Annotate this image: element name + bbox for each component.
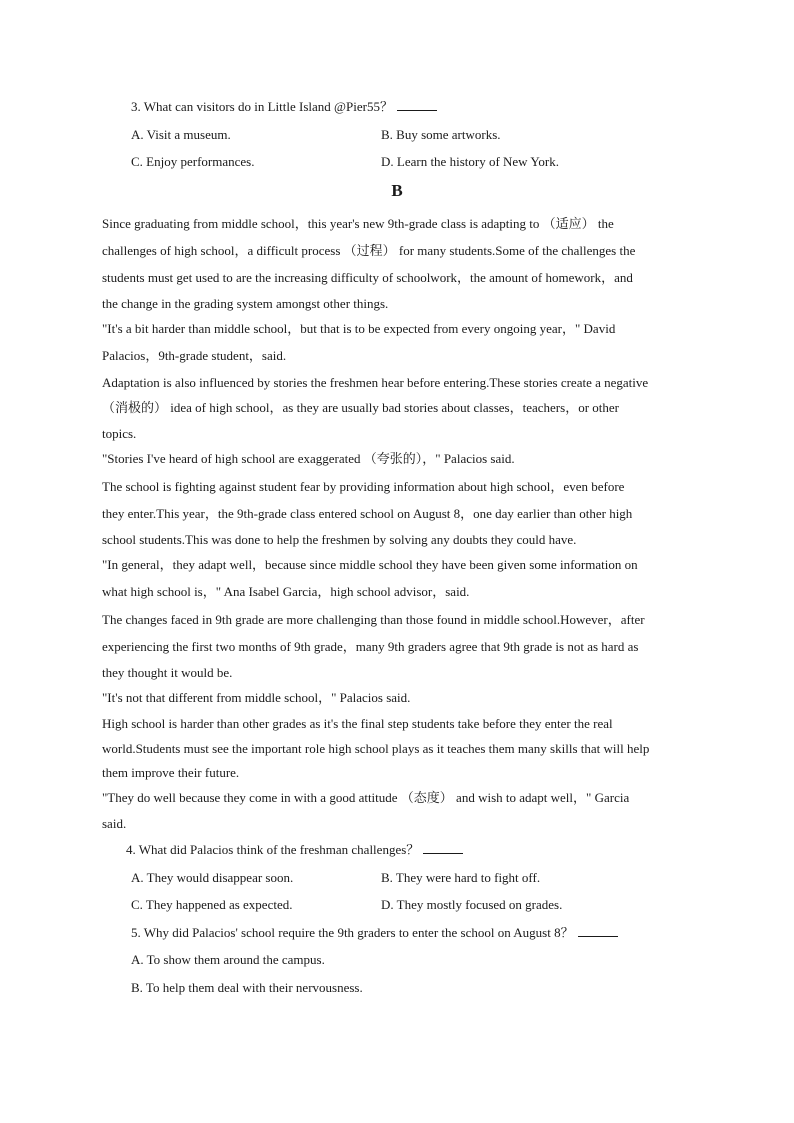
passage-line: experiencing the first two months of 9th grade，many 9th graders agree that 9th grade is not as hard as [102,639,639,654]
question-3-option-d: D. Learn the history of New York. [381,154,560,169]
passage-line: "It's a bit harder than middle school，but that is to be expected from every ongoing year，" David [102,321,616,336]
question-5-text: 5. Why did Palacios' school require the 9th graders to enter the school on August 8？ [131,925,574,940]
passage-line: students must get used to are the increasing difficulty of schoolwork，the amount of homework，and [102,270,633,285]
answer-blank [578,925,618,937]
answer-blank [423,842,463,854]
passage-line: what high school is，" Ana Isabel Garcia，high school advisor，said. [102,584,470,599]
question-4-option-c: C. They happened as expected. [131,897,293,912]
passage-line: The changes faced in 9th grade are more challenging than those found in middle school.However，after [102,612,645,627]
question-4-text: 4. What did Palacios think of the freshman challenges？ [126,842,420,857]
question-4-stem [126,842,463,858]
question-3-option-c: C. Enjoy performances. [131,154,255,169]
passage-line: Adaptation is also influenced by stories the freshmen hear before entering.These stories create a negative [102,375,649,390]
passage-line: "In general，they adapt well，because since middle school they have been given some information on [102,557,638,572]
question-4-option-d: D. They mostly focused on grades. [381,897,563,912]
question-5-option-a: A. To show them around the campus. [131,952,325,967]
answer-blank [397,99,437,111]
passage-line: topics. [102,426,137,441]
passage-line: "It's not that different from middle school，" Palacios said. [102,690,411,705]
passage-line: the change in the grading system amongst other things. [102,296,389,311]
section-title: B [391,181,403,200]
passage-line: they thought it would be. [102,665,233,680]
question-5-option-b: B. To help them deal with their nervousness. [131,980,363,995]
passage-line: said. [102,816,127,831]
passage-line: （消极的） idea of high school，as they are usually bad stories about classes，teachers，or other [102,400,619,415]
passage-line: world.Students must see the important role high school plays as it teaches them many skills that will help [102,741,650,756]
passage-line: them improve their future. [102,765,240,780]
passage-line: "Stories I've heard of high school are exaggerated （夸张的），" Palacios said. [102,451,515,466]
question-4-option-a: A. They would disappear soon. [131,870,294,885]
question-3-option-a: A. Visit a museum. [131,127,231,142]
passage-line: challenges of high school，a difficult process （过程） for many students.Some of the challenges the [102,243,636,258]
passage-line: school students.This was done to help the freshmen by solving any doubts they could have. [102,532,577,547]
question-4-option-b: B. They were hard to fight off. [381,870,541,885]
passage-line: they enter.This year，the 9th-grade class entered school on August 8，one day earlier than other high [102,506,633,521]
question-5-stem [131,925,618,941]
passage-line: "They do well because they come in with a good attitude （态度） and wish to adapt well，" Garcia [102,790,630,805]
question-3-stem [131,99,437,115]
passage-line: High school is harder than other grades as it's the final step students take before they enter the real [102,716,613,731]
question-3-text: 3. What can visitors do in Little Island @Pier55？ [131,99,393,114]
passage-line: The school is fighting against student fear by providing information about high school，even before [102,479,625,494]
passage-line: Palacios，9th-grade student，said. [102,348,287,363]
passage-line: Since graduating from middle school，this year's new 9th-grade class is adapting to （适应） the [102,216,614,231]
question-3-option-b: B. Buy some artworks. [381,127,501,142]
